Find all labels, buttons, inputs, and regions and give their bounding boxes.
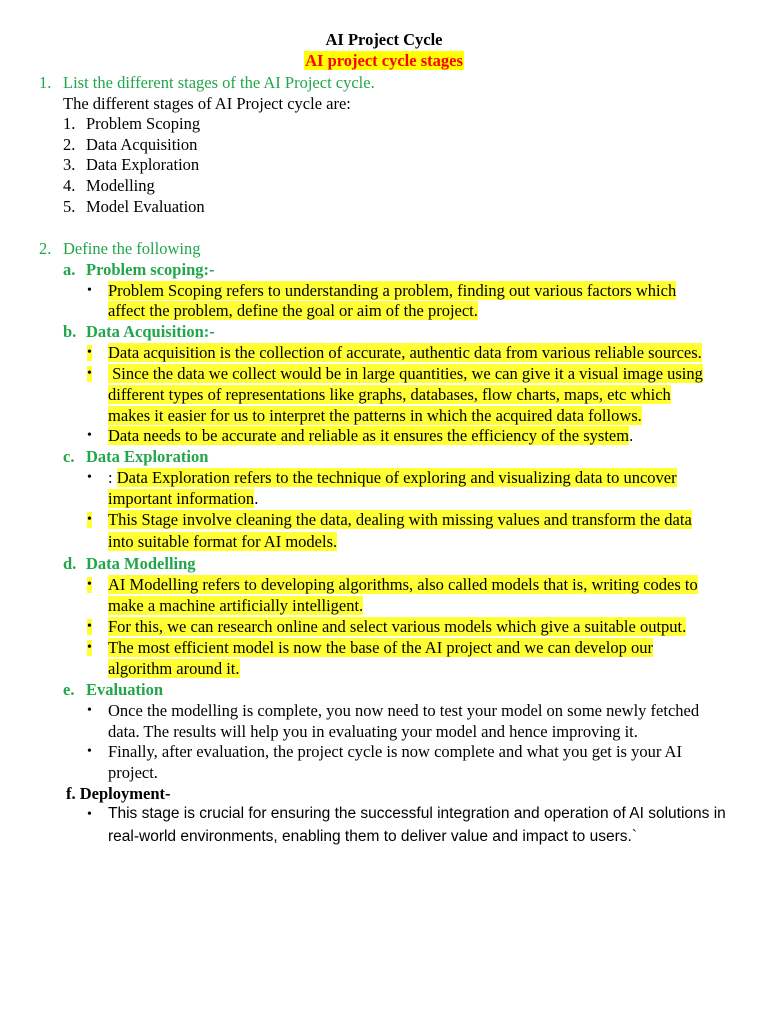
- section-heading: Data Acquisition:-: [86, 322, 215, 341]
- stage-num: 3.: [63, 155, 76, 174]
- stage-label: Data Exploration: [86, 155, 200, 174]
- stage-num: 2.: [63, 135, 76, 154]
- bullet-icon: •: [87, 470, 92, 485]
- section-heading: Problem scoping:-: [86, 260, 215, 279]
- section-letter: b.: [63, 322, 77, 341]
- bullet-icon: •: [87, 619, 92, 634]
- bullet-text: make a machine artificially intelligent.: [108, 596, 364, 615]
- bullet-text: Data Exploration refers to the technique of exploring and visualizing data to uncover: [116, 468, 677, 487]
- bullet-text: data. The results will help you in evaluating your model and hence improving it.: [108, 722, 638, 741]
- bullet-icon: •: [87, 366, 92, 381]
- bullet-text: into suitable format for AI models.: [108, 532, 338, 551]
- bullet-text: important information: [108, 489, 255, 508]
- section-letter: e.: [63, 680, 75, 699]
- section-heading: f. Deployment-: [66, 784, 171, 803]
- document-title: AI Project Cycle: [325, 30, 443, 49]
- bullet-text: Data acquisition is the collection of accurate, authentic data from various reliable sources.: [108, 343, 702, 362]
- bullet-text: project.: [108, 763, 158, 782]
- section-heading: Data Modelling: [86, 554, 196, 573]
- section-heading: Evaluation: [86, 680, 164, 699]
- bullet-text: Data needs to be accurate and reliable as it ensures the efficiency of the system: [108, 426, 630, 445]
- bullet-text-suffix: .: [254, 489, 259, 508]
- bullet-text: algorithm around it.: [108, 659, 240, 678]
- stage-num: 4.: [63, 176, 76, 195]
- bullet-prefix: :: [108, 468, 117, 487]
- bullet-text: This stage is crucial for ensuring the successful integration and operation of AI solutions in: [108, 805, 726, 822]
- q1-number: 1.: [39, 73, 52, 92]
- bullet-text: For this, we can research online and select various models which give a suitable output.: [108, 617, 687, 636]
- bullet-icon: •: [87, 744, 92, 759]
- q1-question: List the different stages of the AI Project cycle.: [63, 73, 375, 92]
- bullet-text-suffix: .: [629, 426, 634, 445]
- bullet-icon: •: [87, 807, 92, 822]
- stage-label: Modelling: [86, 176, 155, 195]
- bullet-text: Once the modelling is complete, you now need to test your model on some newly fetched: [108, 701, 700, 720]
- bullet-icon: •: [87, 640, 92, 655]
- bullet-text: affect the problem, define the goal or aim of the project.: [108, 301, 478, 320]
- bullet-text: Since the data we collect would be in large quantities, we can give it a visual image using: [108, 364, 703, 383]
- bullet-icon: •: [87, 345, 92, 360]
- stage-num: 5.: [63, 197, 76, 216]
- bullet-text: different types of representations like graphs, databases, flow charts, maps, etc which: [108, 385, 671, 404]
- bullet-icon: •: [87, 428, 92, 443]
- bullet-text: makes it easier for us to interpret the patterns in which the acquired data follows.: [108, 406, 642, 425]
- bullet-text: Finally, after evaluation, the project cycle is now complete and what you get is your AI: [108, 742, 682, 761]
- section-letter: d.: [63, 554, 77, 573]
- document-subtitle: AI project cycle stages: [305, 51, 463, 70]
- stage-label: Problem Scoping: [86, 114, 201, 133]
- bullet-text: real-world environments, enabling them to deliver value and impact to users.`: [108, 828, 637, 845]
- stage-label: Data Acquisition: [86, 135, 198, 154]
- bullet-text: This Stage involve cleaning the data, dealing with missing values and transform the data: [108, 510, 692, 529]
- q2-question: Define the following: [63, 239, 201, 258]
- q1-intro: The different stages of AI Project cycle are:: [63, 94, 351, 113]
- stage-num: 1.: [63, 114, 76, 133]
- bullet-text: The most efficient model is now the base of the AI project and we can develop our: [108, 638, 653, 657]
- bullet-icon: •: [87, 577, 92, 592]
- bullet-text: AI Modelling refers to developing algorithms, also called models that is, writing codes to: [108, 575, 698, 594]
- section-letter: c.: [63, 447, 75, 466]
- bullet-icon: •: [87, 703, 92, 718]
- q2-number: 2.: [39, 239, 52, 258]
- stage-label: Model Evaluation: [86, 197, 205, 216]
- bullet-icon: •: [87, 283, 92, 298]
- subtitle-wrap: [0, 51, 768, 71]
- section-letter: a.: [63, 260, 76, 279]
- bullet-text: Problem Scoping refers to understanding a problem, finding out various factors which: [108, 281, 677, 300]
- bullet-icon: •: [87, 512, 92, 527]
- section-heading: Data Exploration: [86, 447, 209, 466]
